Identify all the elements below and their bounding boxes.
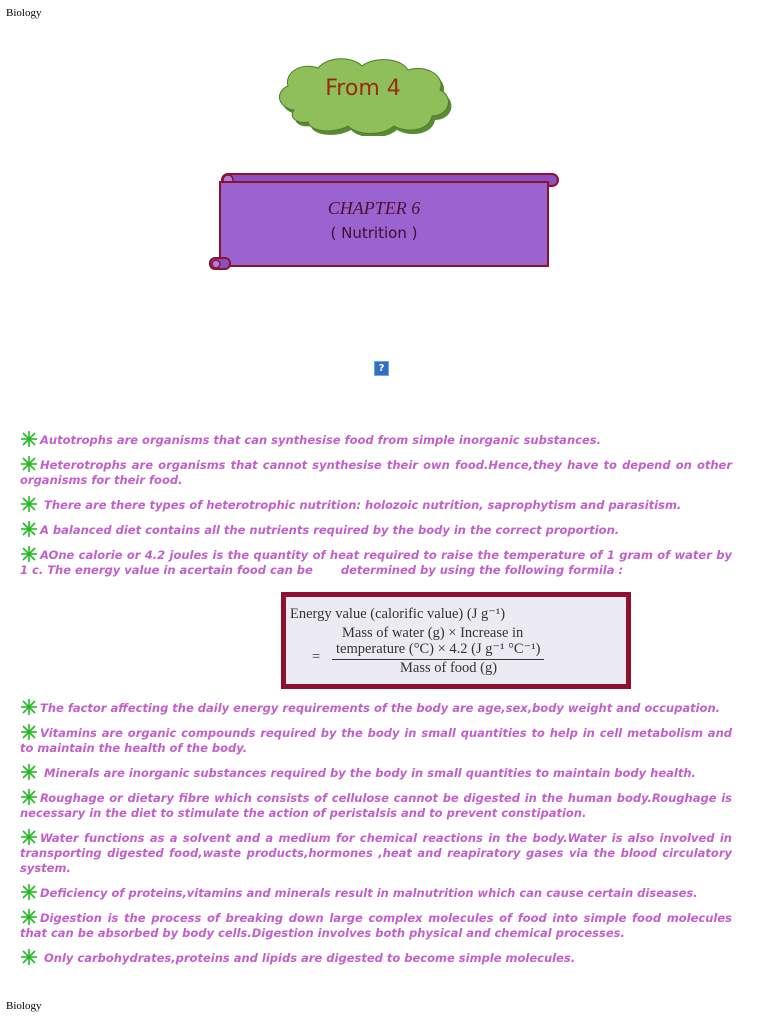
- green-star-icon: [20, 788, 38, 806]
- list-item: [20, 788, 737, 821]
- green-star-icon: [20, 763, 38, 781]
- bullet-text: Roughage or dietary fibre which consists of cellulose cannot be digested in the human body.Roughage is necessary in the diet to stimulate the action of peristalsis and to prevent constipation.: [20, 791, 737, 820]
- bullet-text: A balanced diet contains all the nutrients required by the body in the correct proportion.: [40, 523, 620, 537]
- bullet-list-part2: [20, 698, 737, 973]
- green-star-icon: [20, 545, 38, 563]
- green-star-icon: [20, 723, 38, 741]
- bullet-text: Heterotrophs are organisms that cannot synthesise their own food.Hence,they have to depend on other organisms for their food.: [20, 458, 737, 487]
- list-item: [20, 828, 737, 876]
- bullet-list-part1: [20, 430, 737, 585]
- list-item: [20, 908, 737, 941]
- formula-line-4: Mass of food (g): [400, 660, 498, 676]
- green-star-icon: [20, 520, 38, 538]
- formula-line-3: temperature (°C) × 4.2 (J g⁻¹ °C⁻¹): [332, 641, 544, 660]
- list-item: [20, 455, 737, 488]
- green-star-icon: [20, 948, 38, 966]
- list-item: [20, 723, 737, 756]
- bullet-text: Digestion is the process of breaking down large complex molecules of food into simple food molecules that can be absorbed by body cells.Digestion involves both physical and chemical processes.: [20, 911, 737, 940]
- list-item: [20, 883, 732, 901]
- list-item: [20, 495, 732, 513]
- running-header: Biology: [6, 7, 42, 19]
- list-item: [20, 948, 732, 966]
- green-star-icon: [20, 908, 38, 926]
- bullet-text: There are there types of heterotrophic nutrition: holozoic nutrition, saprophytism and parasitism.: [40, 498, 682, 512]
- list-item: [20, 545, 737, 578]
- green-star-icon: [20, 698, 38, 716]
- green-star-icon: [20, 828, 38, 846]
- list-item: [20, 698, 732, 716]
- bullet-text: Autotrophs are organisms that can synthesise food from simple inorganic substances.: [40, 433, 601, 447]
- energy-formula-image: [281, 592, 631, 689]
- green-star-icon: [20, 430, 38, 448]
- list-item: [20, 763, 732, 781]
- bullet-text: AOne calorie or 4.2 joules is the quantity of heat required to raise the temperature of 1 gram of water by 1 c. The energy value in acertain food can be determined by using the following formila :: [20, 548, 737, 577]
- form-badge-text: From 4: [325, 76, 401, 101]
- chapter-subtitle: ( Nutrition ): [330, 224, 418, 242]
- chapter-title: CHAPTER 6: [327, 198, 421, 218]
- formula-line-1: Energy value (calorific value) (J g⁻¹): [290, 606, 506, 622]
- bullet-text: Water functions as a solvent and a medium for chemical reactions in the body.Water is also involved in transporting digested food,waste products,hormones ,heat and reapiratory gases via the blood circulatory system.: [20, 831, 737, 875]
- list-item: [20, 520, 732, 538]
- formula-equals: =: [312, 649, 321, 665]
- help-question-icon[interactable]: ?: [374, 361, 389, 376]
- green-star-icon: [20, 883, 38, 901]
- bullet-text: Minerals are inorganic substances required by the body in small quantities to maintain body health.: [40, 766, 696, 780]
- chapter-scroll-banner: [208, 170, 564, 274]
- form-badge-cloud: [270, 54, 456, 136]
- green-star-icon: [20, 455, 38, 473]
- bullet-text: The factor affecting the daily energy requirements of the body are age,sex,body weight and occupation.: [40, 701, 720, 715]
- scroll-banner-shape: [208, 170, 564, 274]
- green-star-icon: [20, 495, 38, 513]
- bullet-text: Deficiency of proteins,vitamins and minerals result in malnutrition which can cause certain diseases.: [40, 886, 698, 900]
- formula-line-2: Mass of water (g) × Increase in: [342, 625, 524, 641]
- bullet-text: Vitamins are organic compounds required by the body in small quantities to help in cell metabolism and to maintain the health of the body.: [20, 726, 737, 755]
- list-item: [20, 430, 732, 448]
- bullet-text: Only carbohydrates,proteins and lipids are digested to become simple molecules.: [40, 951, 576, 965]
- running-footer: Biology: [6, 1000, 42, 1012]
